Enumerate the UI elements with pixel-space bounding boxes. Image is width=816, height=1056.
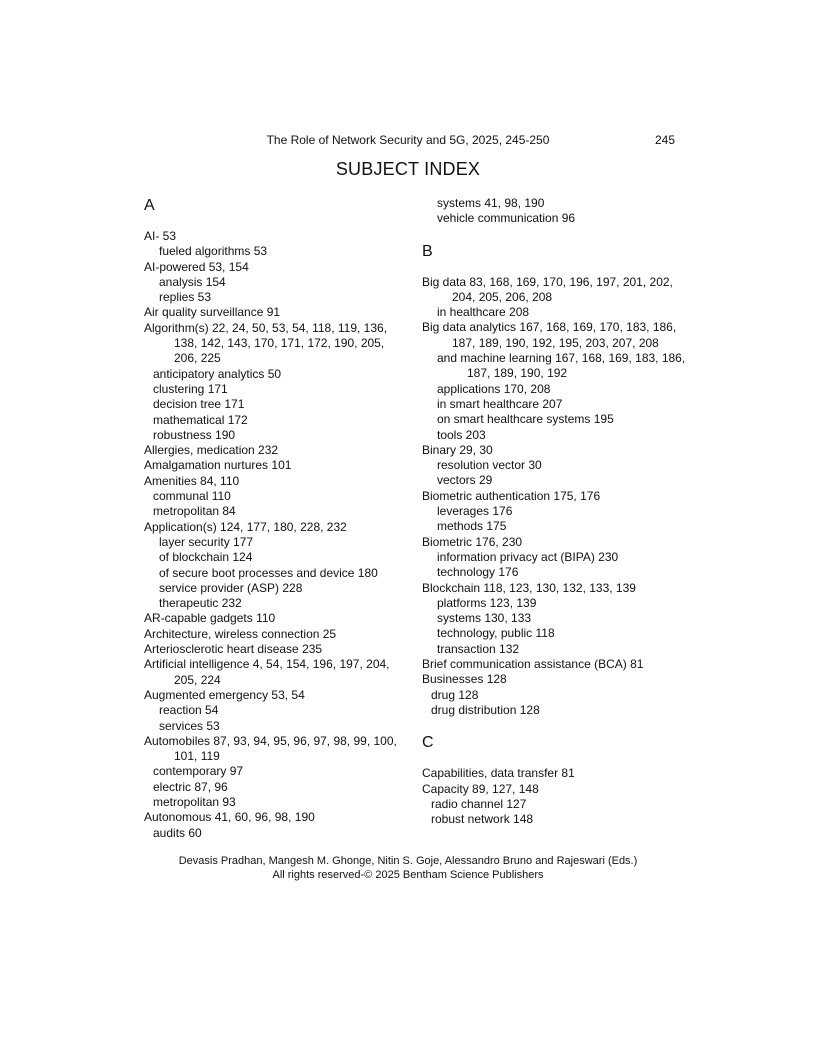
index-subentry: robustness 190 — [153, 427, 236, 442]
index-subentry: electric 87, 96 — [153, 779, 228, 794]
index-entry: Binary 29, 30 — [422, 442, 493, 457]
running-title: The Role of Network Security and 5G, 2025, 245-250 — [266, 133, 550, 147]
index-subentry: vehicle communication 96 — [437, 211, 576, 226]
index-entry: AR-capable gadgets 110 — [144, 611, 276, 626]
index-subentry: drug 128 — [431, 687, 479, 702]
index-entry: Big data 83, 168, 169, 170, 196, 197, 201, 202, 204, 205, 206, 208 — [422, 274, 673, 304]
index-entry: Amenities 84, 110 — [144, 473, 240, 488]
index-entry: Artificial intelligence 4, 54, 154, 196, 197, 204, 205, 224 — [144, 657, 390, 687]
index-subentry: radio channel 127 — [431, 796, 527, 811]
index-subentry: anticipatory analytics 50 — [153, 366, 282, 381]
index-entry: Arteriosclerotic heart disease 235 — [144, 642, 323, 657]
index-subentry: in healthcare 208 — [437, 305, 530, 320]
section-letter: A — [144, 197, 155, 214]
index-subentry: of secure boot processes and device 180 — [159, 565, 378, 580]
index-entry: Blockchain 118, 123, 130, 132, 133, 139 — [422, 580, 636, 595]
index-entry: Capabilities, data transfer 81 — [422, 766, 575, 781]
index-subentry: layer security 177 — [159, 534, 254, 549]
index-entry: Air quality surveillance 91 — [144, 305, 281, 320]
index-subentry: reaction 54 — [159, 703, 219, 718]
index-entry: Biometric authentication 175, 176 — [422, 488, 601, 503]
page-number: 245 — [655, 133, 676, 147]
index-subentry: and machine learning 167, 168, 169, 183, 186, 187, 189, 190, 192 — [437, 351, 686, 381]
index-subentry: audits 60 — [153, 825, 202, 840]
section-letter: B — [422, 242, 433, 260]
index-subentry: therapeutic 232 — [159, 596, 242, 611]
index-subentry: metropolitan 93 — [153, 794, 236, 809]
index-entry: Augmented emergency 53, 54 — [144, 687, 305, 702]
index-subentry: clustering 171 — [153, 381, 228, 396]
index-entry: Automobiles 87, 93, 94, 95, 96, 97, 98, 99, 100, 101, 119 — [144, 733, 397, 764]
index-subentry: communal 110 — [153, 489, 231, 504]
index-entry: Biometric 176, 230 — [422, 534, 523, 549]
index-column-left — [144, 196, 409, 841]
index-entry: Application(s) 124, 177, 180, 228, 232 — [144, 519, 347, 534]
index-subentry: of blockchain 124 — [159, 550, 253, 565]
index-subentry: information privacy act (BIPA) 230 — [437, 549, 619, 564]
index-entry: Businesses 128 — [422, 672, 507, 687]
index-subentry: decision tree 171 — [153, 397, 245, 412]
index-subentry: technology, public 118 — [437, 626, 555, 641]
index-entry: Brief communication assistance (BCA) 81 — [422, 657, 644, 672]
index-subentry: on smart healthcare systems 195 — [437, 412, 614, 427]
index-entry: AI-powered 53, 154 — [144, 259, 249, 274]
index-subentry: fueled algorithms 53 — [159, 244, 268, 259]
index-column-right — [422, 196, 687, 827]
index-subentry: replies 53 — [159, 290, 212, 305]
footer-editors: Devasis Pradhan, Mangesh M. Ghonge, Nitin S. Goje, Alessandro Bruno and Rajeswari (Eds.) — [178, 855, 638, 867]
index-subentry: resolution vector 30 — [437, 458, 542, 473]
index-subentry: services 53 — [159, 718, 220, 733]
index-subentry: applications 170, 208 — [437, 381, 551, 396]
index-subentry: systems 41, 98, 190 — [437, 196, 545, 210]
index-entry: Architecture, wireless connection 25 — [144, 626, 337, 641]
index-subentry: drug distribution 128 — [431, 702, 540, 717]
index-entry: Capacity 89, 127, 148 — [422, 781, 539, 796]
index-subentry: vectors 29 — [437, 473, 493, 488]
index-entry: Autonomous 41, 60, 96, 98, 190 — [144, 810, 315, 825]
index-entry: Algorithm(s) 22, 24, 50, 53, 54, 118, 119, 136, 138, 142, 143, 170, 171, 172, 190, 205, 206, 225 — [144, 320, 388, 366]
index-subentry: contemporary 97 — [153, 764, 244, 779]
index-entry: Big data analytics 167, 168, 169, 170, 183, 186, 187, 189, 190, 192, 195, 203, 207, 208 — [422, 320, 677, 350]
index-subentry: systems 130, 133 — [437, 611, 532, 626]
index-subentry: service provider (ASP) 228 — [159, 580, 303, 595]
index-subentry: analysis 154 — [159, 274, 226, 289]
index-subentry: transaction 132 — [437, 641, 520, 656]
index-subentry: metropolitan 84 — [153, 504, 236, 519]
footer — [0, 855, 816, 882]
index-subentry: in smart healthcare 207 — [437, 396, 563, 411]
index-entry: Amalgamation nurtures 101 — [144, 458, 292, 473]
footer-copyright: All rights reserved-© 2025 Bentham Science Publishers — [272, 868, 544, 881]
index-subentry: mathematical 172 — [153, 412, 248, 427]
index-entry: Allergies, medication 232 — [144, 443, 279, 458]
index-subentry: platforms 123, 139 — [437, 595, 537, 610]
page-title: SUBJECT INDEX — [335, 159, 481, 179]
index-subentry: technology 176 — [437, 565, 519, 580]
index-subentry: tools 203 — [437, 427, 486, 442]
index-subentry: robust network 148 — [431, 812, 534, 827]
index-subentry: leverages 176 — [437, 504, 513, 519]
index-entry: AI- 53 — [144, 229, 177, 243]
section-letter: C — [422, 734, 434, 752]
index-subentry: methods 175 — [437, 519, 507, 534]
